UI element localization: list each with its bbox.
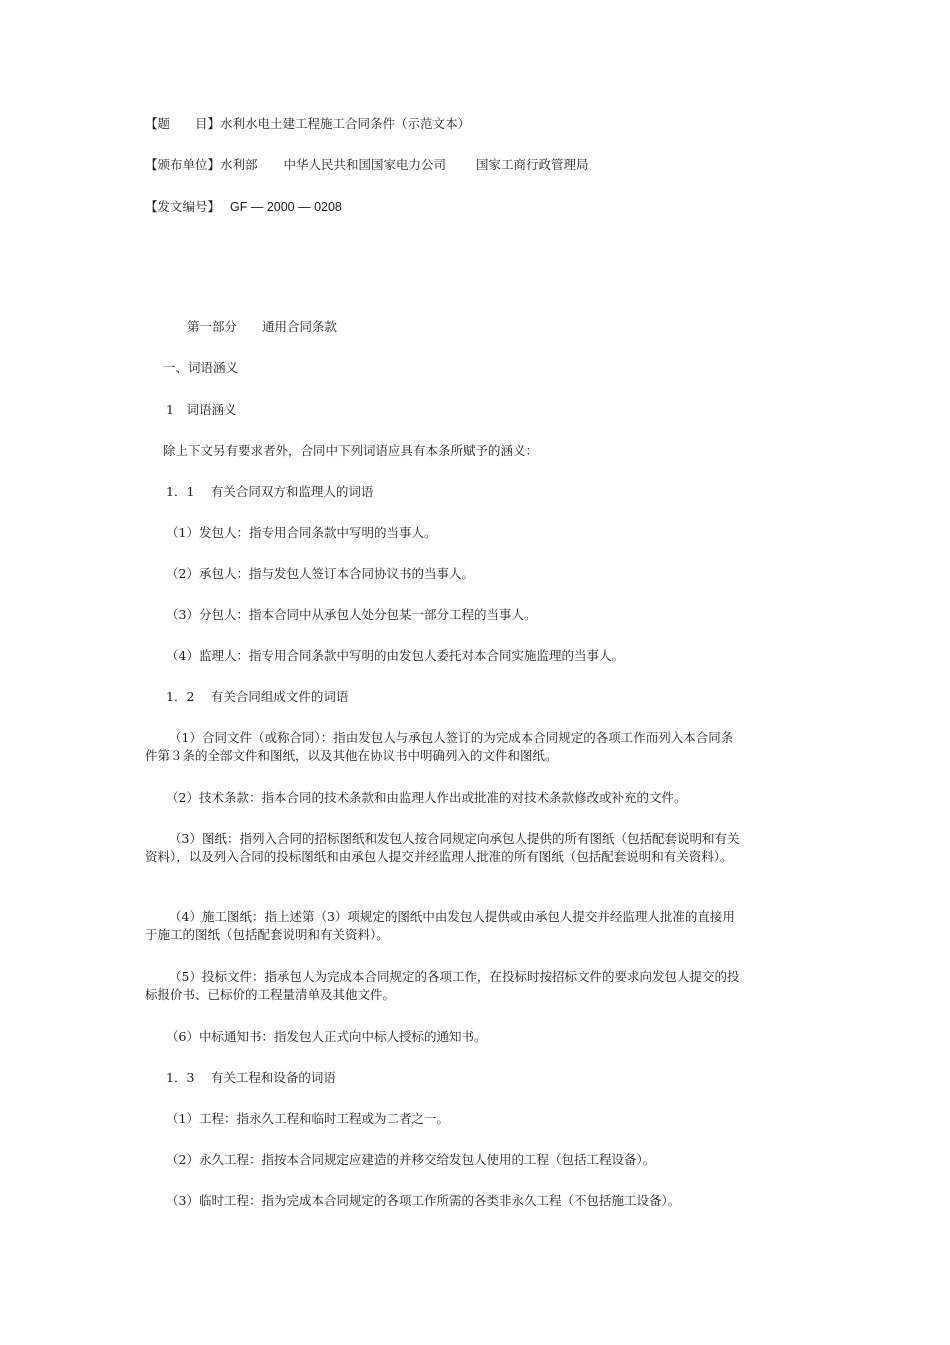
definition-item: （3）图纸：指列入合同的招标图纸和发包人按合同规定向承包人提供的所有图纸（包括配套说明和有关资料），以及列入合同的投标图纸和由承包人提交并经监理人批准的所有图纸（包括配套说明和有关资料）。	[145, 831, 740, 864]
definition-item: （1）发包人：指专用合同条款中写明的当事人。	[166, 525, 437, 540]
definition-item: （4）监理人：指专用合同条款中写明的由发包人委托对本合同实施监理的当事人。	[166, 648, 624, 663]
definition-item: （2）承包人：指与发包人签订本合同协议书的当事人。	[166, 566, 474, 581]
definition-item: （1）工程：指永久工程和临时工程或为二者之一。	[166, 1111, 449, 1126]
title-row	[145, 115, 745, 133]
docno-value: GF — 2000 — 0208	[230, 200, 342, 214]
docno-row	[145, 198, 745, 216]
subclause-heading-1-1: 1．1 有关合同双方和监理人的词语	[166, 484, 374, 499]
section-heading: 一、词语涵义	[163, 360, 239, 375]
definition-item: （1）合同文件（或称合同）：指由发包人与承包人签订的为完成本合同规定的各项工作而列入本合同条件第３条的全部文件和图纸，以及其他在协议书中明确列入的文件和图纸。	[145, 730, 734, 763]
definition-item: （5）投标文件：指承包人为完成本合同规定的各项工作，在投标时按招标文件的要求向发包人提交的投标报价书、已标价的工程量清单及其他文件。	[145, 969, 740, 1002]
clause-heading: 1 词语涵义	[166, 402, 237, 417]
definition-item: （6）中标通知书：指发包人正式向中标人授标的通知书。	[166, 1029, 487, 1044]
part-title: 第一部分 通用合同条款	[187, 319, 338, 334]
issuer-2: 中华人民共和国国家电力公司	[283, 157, 447, 172]
definition-item: （3）临时工程：指为完成本合同规定的各项工作所需的各类非永久工程（不包括施工设备）。	[166, 1193, 681, 1208]
issuer-label: 【颁布单位】	[145, 157, 221, 172]
definition-item: （2）技术条款：指本合同的技术条款和由监理人作出或批准的对技术条款修改或补充的文件。	[166, 790, 687, 805]
intro-paragraph: 除上下文另有要求者外，合同中下列词语应具有本条所赋予的涵义：	[163, 443, 539, 458]
issuer-3: 国家工商行政管理局	[476, 157, 589, 172]
subclause-heading-1-2: 1．2 有关合同组成文件的词语	[166, 689, 349, 704]
definition-item: （3）分包人：指本合同中从承包人处分包某一部分工程的当事人。	[166, 607, 537, 622]
title-label: 【题 目】	[145, 116, 221, 131]
issuer-1: 水利部	[220, 157, 258, 172]
document-title: 水利水电土建工程施工合同条件（示范文本）	[220, 116, 471, 131]
docno-label: 【发文编号】	[145, 199, 221, 214]
subclause-heading-1-3: 1．3 有关工程和设备的词语	[166, 1070, 336, 1085]
definition-item: （4）施工图纸：指上述第（3）项规定的图纸中由发包人提供或由承包人提交并经监理人批准的直接用于施工的图纸（包括配套说明和有关资料）。	[145, 909, 735, 942]
issuer-row	[145, 156, 745, 174]
definition-item: （2）永久工程：指按本合同规定应建造的并移交给发包人使用的工程（包括工程设备）。	[166, 1152, 656, 1167]
